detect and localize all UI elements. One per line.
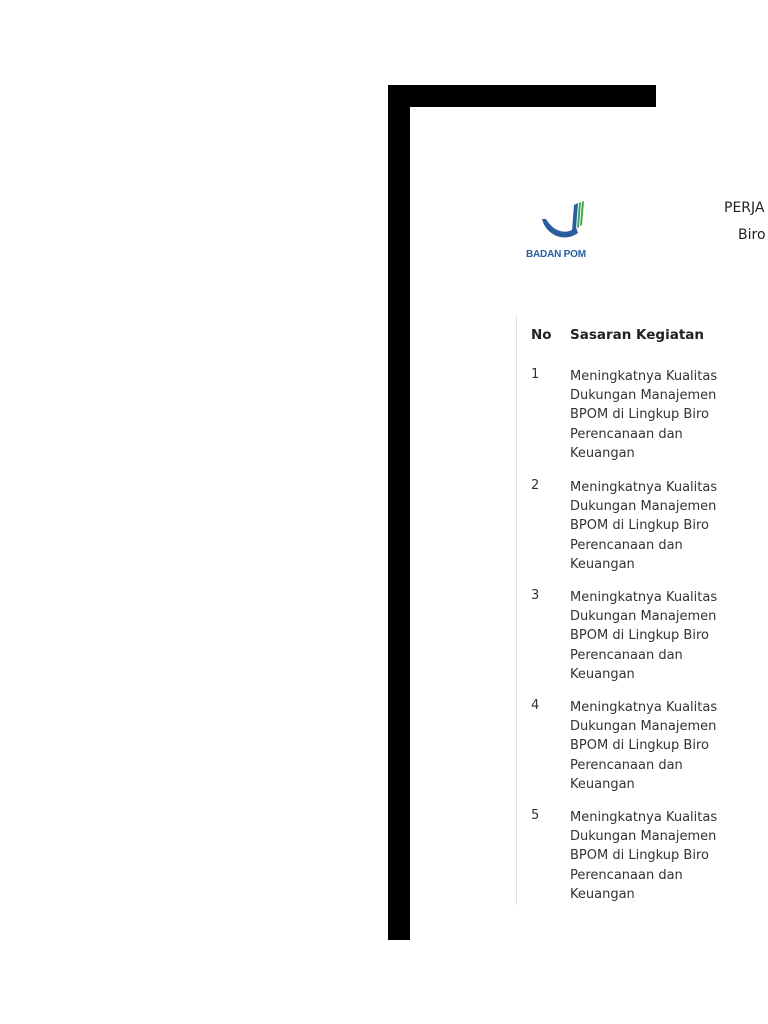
row-sasaran-text: Meningkatnya Kualitas Dukungan Manajemen BPOM di Lingkup Biro Perencanaan dan Keuangan	[570, 700, 718, 792]
column-header-no: No	[531, 327, 552, 343]
logo-text: BADAN POM	[526, 249, 586, 260]
row-sasaran-text: Meningkatnya Kualitas Dukungan Manajemen BPOM di Lingkup Biro Perencanaan dan Keuangan	[570, 369, 718, 461]
black-frame-top	[388, 85, 656, 107]
black-frame-left	[388, 85, 410, 940]
badan-pom-emblem-icon	[538, 199, 598, 247]
row-number: 5	[531, 808, 540, 823]
badan-pom-logo	[526, 199, 604, 271]
row-number: 2	[531, 478, 540, 493]
row-number: 4	[531, 698, 540, 713]
sasaran-table	[516, 315, 768, 905]
row-sasaran-text: Meningkatnya Kualitas Dukungan Manajemen BPOM di Lingkup Biro Perencanaan dan Keuangan	[570, 590, 718, 682]
document-title-line-1: PERJA	[724, 200, 765, 216]
row-number: 3	[531, 588, 540, 603]
document-title-line-2: Biro	[738, 227, 766, 243]
row-sasaran-text: Meningkatnya Kualitas Dukungan Manajemen BPOM di Lingkup Biro Perencanaan dan Keuangan	[570, 810, 718, 902]
document-sheet	[410, 107, 768, 940]
row-number: 1	[531, 367, 540, 382]
row-sasaran-text: Meningkatnya Kualitas Dukungan Manajemen BPOM di Lingkup Biro Perencanaan dan Keuangan	[570, 480, 718, 572]
column-header-sasaran-kegiatan: Sasaran Kegiatan	[570, 327, 705, 343]
